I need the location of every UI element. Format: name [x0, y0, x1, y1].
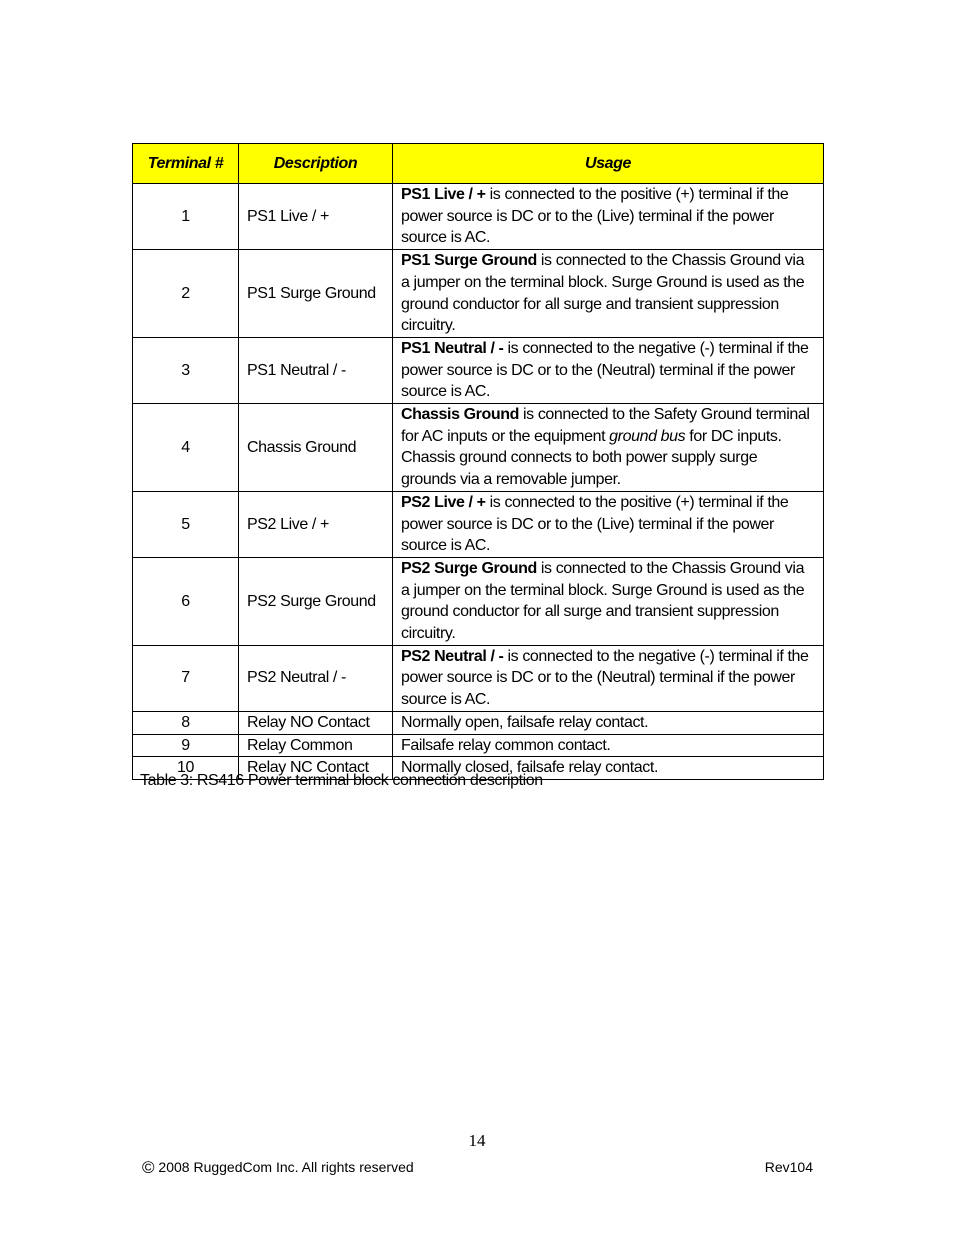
copyright-text: 2008 RuggedCom Inc. All rights reserved: [154, 1159, 414, 1175]
description-cell: PS1 Surge Ground: [239, 250, 393, 338]
terminal-cell: 8: [133, 711, 239, 734]
table-caption: Table 3: RS416 Power terminal block connection description: [140, 772, 543, 789]
usage-cell: [393, 645, 824, 711]
usage-text: is connected to the Safety Ground terminal for AC inputs or the equipment: [401, 406, 810, 445]
description-cell: PS1 Live / +: [239, 184, 393, 250]
usage-text: is connected to the negative (-) terminal if the power source is DC or to the (Neutral) terminal if the power source is AC.: [401, 647, 809, 709]
table-row: [133, 184, 824, 250]
description-cell: Relay NO Contact: [239, 711, 393, 734]
usage-text: is connected to the Chassis Ground via a jumper on the terminal block. Surge Ground is used as the ground conductor for all surge and transient suppression circuitry.: [401, 252, 805, 335]
usage-cell: [393, 404, 824, 492]
table-row: [133, 734, 824, 757]
usage-term: PS1 Neutral / -: [401, 339, 504, 357]
table-row: [133, 557, 824, 645]
footer-revision: Rev104: [764, 1159, 813, 1175]
copyright-symbol: ©: [142, 1158, 155, 1177]
header-description: Description: [239, 144, 393, 184]
usage-cell: [393, 491, 824, 557]
table-row: [133, 337, 824, 403]
terminal-table: [132, 143, 824, 780]
description-cell: Chassis Ground: [239, 404, 393, 492]
usage-text: is connected to the positive (+) terminal if the power source is DC or to the (Live) terminal if the power source is AC.: [401, 493, 789, 555]
usage-term: PS2 Live / +: [401, 493, 486, 511]
description-cell: PS2 Live / +: [239, 491, 393, 557]
terminal-cell: 6: [133, 557, 239, 645]
usage-cell: [393, 557, 824, 645]
description-cell: PS2 Surge Ground: [239, 557, 393, 645]
terminal-cell: 10: [133, 757, 239, 780]
terminal-cell: 3: [133, 337, 239, 403]
usage-text: is connected to the negative (-) terminal if the power source is DC or to the (Neutral) terminal if the power source is AC.: [401, 339, 809, 401]
page-number: 14: [468, 1131, 486, 1150]
usage-cell: [393, 184, 824, 250]
description-cell: PS2 Neutral / -: [239, 645, 393, 711]
description-cell: PS1 Neutral / -: [239, 337, 393, 403]
usage-term: Chassis Ground: [401, 406, 519, 424]
usage-term: PS1 Surge Ground: [401, 252, 537, 270]
usage-tail: for DC inputs. Chassis ground connects to both power supply surge grounds via a removable jumper.: [401, 427, 782, 489]
header-terminal: Terminal #: [133, 144, 239, 184]
table-row: [133, 645, 824, 711]
table-row: [133, 491, 824, 557]
footer-copyright: [142, 1158, 414, 1178]
usage-text: is connected to the Chassis Ground via a jumper on the terminal block. Surge Ground is used as the ground conductor for all surge and transient suppression circuitry.: [401, 559, 805, 643]
table-row: [133, 404, 824, 492]
usage-text: is connected to the positive (+) terminal if the power source is DC or to the (Live) terminal if the power source is AC.: [401, 186, 789, 247]
usage-cell: Normally closed, failsafe relay contact.: [393, 757, 824, 780]
table-row: [133, 711, 824, 734]
table-header-row: [133, 144, 824, 184]
usage-term: PS1 Live / +: [401, 186, 486, 203]
description-cell: Relay Common: [239, 734, 393, 757]
usage-cell: Normally open, failsafe relay contact.: [393, 711, 824, 734]
terminal-cell: 5: [133, 491, 239, 557]
terminal-cell: 9: [133, 734, 239, 757]
table-row: [133, 250, 824, 338]
terminal-cell: 2: [133, 250, 239, 338]
usage-term: PS2 Surge Ground: [401, 559, 537, 577]
header-usage: Usage: [393, 144, 824, 184]
usage-cell: Failsafe relay common contact.: [393, 734, 824, 757]
description-cell: Relay NC Contact: [239, 757, 393, 780]
terminal-cell: 1: [133, 184, 239, 250]
usage-term: PS2 Neutral / -: [401, 647, 504, 665]
usage-cell: [393, 337, 824, 403]
usage-italic: ground bus: [609, 427, 686, 445]
terminal-cell: 7: [133, 645, 239, 711]
usage-cell: [393, 250, 824, 338]
terminal-cell: 4: [133, 404, 239, 492]
